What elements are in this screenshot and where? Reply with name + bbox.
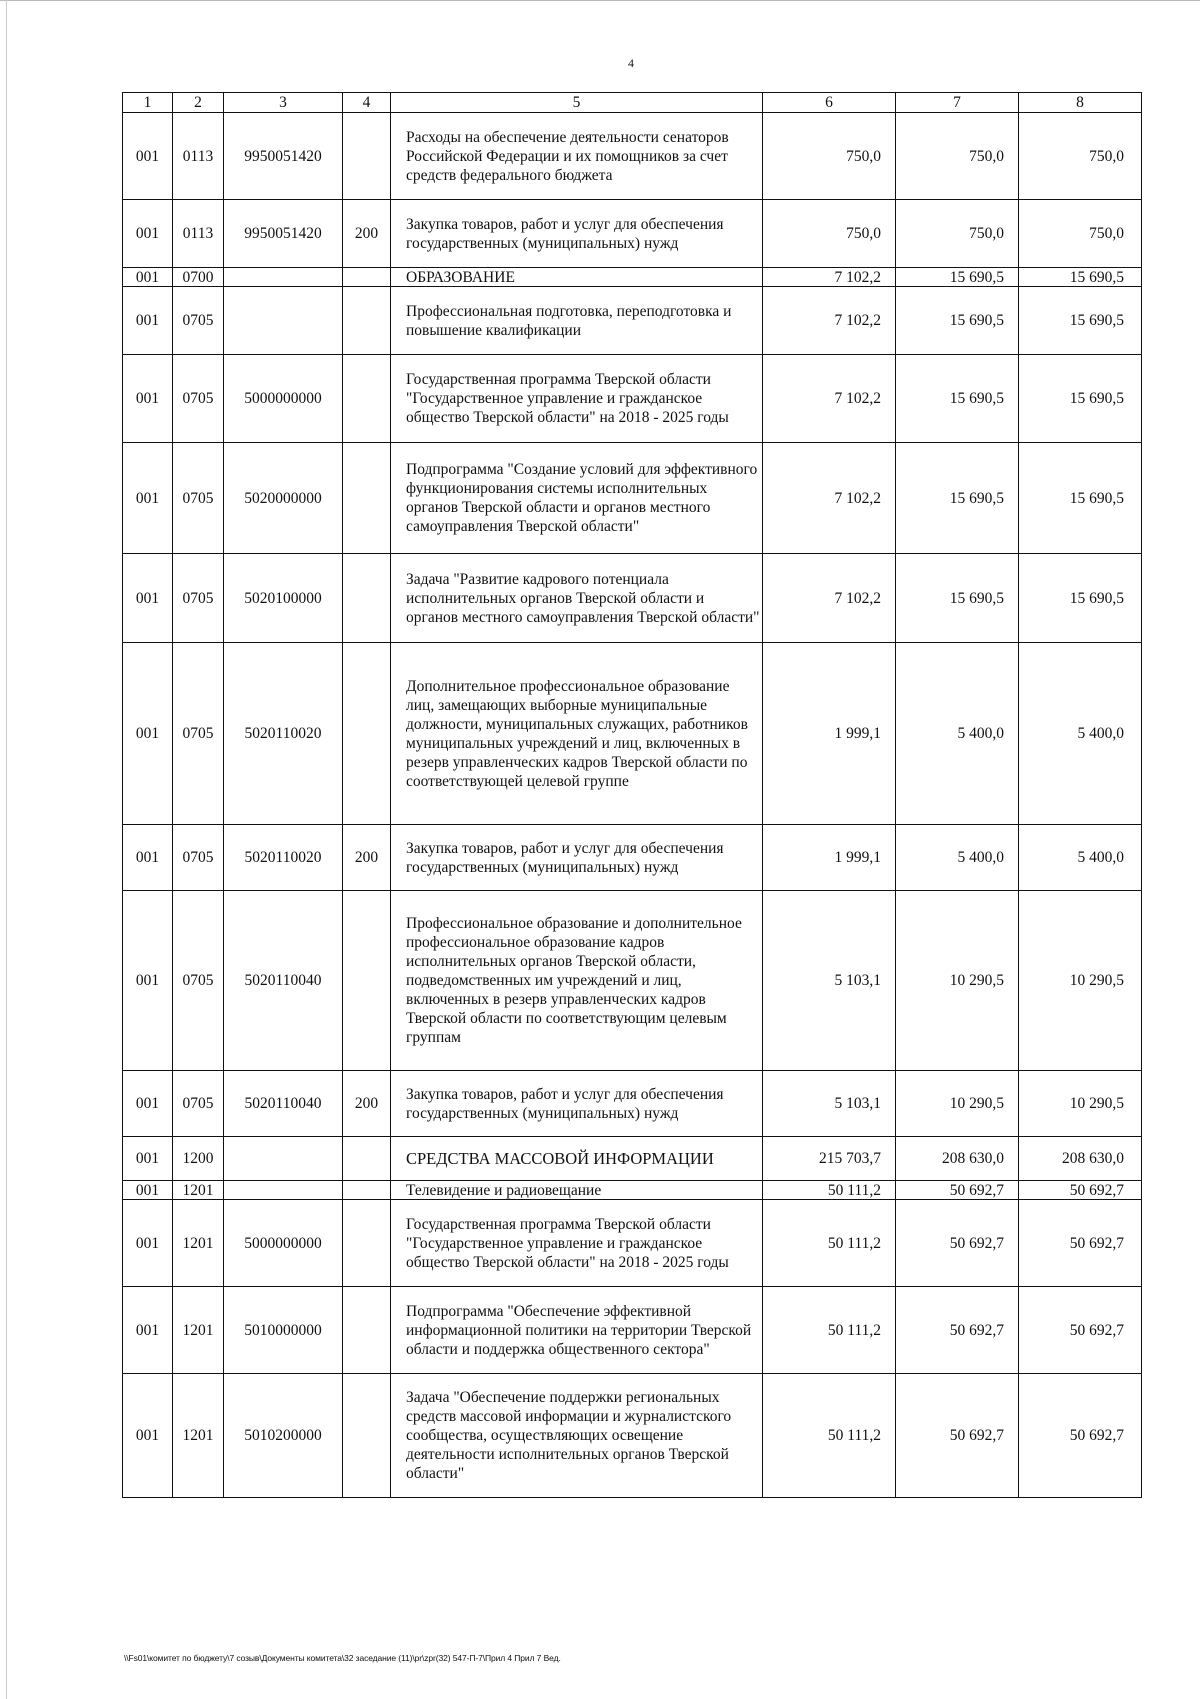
amount-col8-cell: 15 690,5	[1019, 554, 1142, 643]
expense-type-cell	[343, 1374, 391, 1498]
expense-type-cell	[343, 287, 391, 355]
description-cell: Задача "Обеспечение поддержки региональных средств массовой информации и журналистского сообщества, осуществляющих освещение деятельности исполнительных органов Тверской области"	[391, 1374, 763, 1498]
target-code-cell: 5020110020	[224, 643, 343, 825]
header-cell: 1	[123, 93, 173, 113]
expense-type-cell: 200	[343, 200, 391, 268]
amount-col8-cell: 50 692,7	[1019, 1181, 1142, 1200]
section-code-cell: 0705	[173, 554, 224, 643]
amount-col8-cell: 10 290,5	[1019, 1071, 1142, 1137]
table-row	[123, 1137, 1142, 1181]
header-cell: 6	[763, 93, 896, 113]
scan-edge-left	[6, 0, 7, 1699]
target-code-cell: 5020110020	[224, 825, 343, 891]
amount-col8-cell: 15 690,5	[1019, 355, 1142, 443]
amount-col6-cell: 750,0	[763, 113, 896, 200]
expense-type-cell	[343, 643, 391, 825]
admin-code-cell: 001	[123, 1200, 173, 1287]
page-number: 4	[628, 56, 634, 70]
description-cell: ОБРАЗОВАНИЕ	[391, 268, 763, 287]
target-code-cell	[224, 1137, 343, 1181]
admin-code-cell: 001	[123, 200, 173, 268]
amount-col7-cell: 5 400,0	[896, 825, 1019, 891]
section-code-cell: 1200	[173, 1137, 224, 1181]
section-code-cell: 0705	[173, 287, 224, 355]
target-code-cell: 5020110040	[224, 891, 343, 1071]
section-code-cell: 0705	[173, 891, 224, 1071]
admin-code-cell: 001	[123, 1374, 173, 1498]
table-row	[123, 287, 1142, 355]
file-path-footer: \\Fs01\комитет по бюджету\7 созыв\Документы комитета\32 заседание (11)\pr\zpr(32) 547-П-7\Прил 4 Прил 7 Вед.	[124, 1653, 561, 1663]
amount-col6-cell: 215 703,7	[763, 1137, 896, 1181]
amount-col7-cell: 750,0	[896, 200, 1019, 268]
expense-type-cell	[343, 1181, 391, 1200]
expense-type-cell	[343, 268, 391, 287]
amount-col7-cell: 50 692,7	[896, 1200, 1019, 1287]
section-code-cell: 1201	[173, 1200, 224, 1287]
description-cell: Подпрограмма "Обеспечение эффективной информационной политики на территории Тверской области и поддержка общественного сектора"	[391, 1287, 763, 1374]
amount-col7-cell: 50 692,7	[896, 1181, 1019, 1200]
target-code-cell: 5000000000	[224, 355, 343, 443]
target-code-cell: 5010000000	[224, 1287, 343, 1374]
amount-col7-cell: 15 690,5	[896, 268, 1019, 287]
admin-code-cell: 001	[123, 1071, 173, 1137]
amount-col8-cell: 5 400,0	[1019, 643, 1142, 825]
expense-type-cell	[343, 443, 391, 554]
admin-code-cell: 001	[123, 268, 173, 287]
admin-code-cell: 001	[123, 643, 173, 825]
table-row	[123, 113, 1142, 200]
table-row	[123, 825, 1142, 891]
section-code-cell: 1201	[173, 1374, 224, 1498]
amount-col8-cell: 10 290,5	[1019, 891, 1142, 1071]
description-cell: Государственная программа Тверской области "Государственное управление и гражданское общество Тверской области" на 2018 - 2025 годы	[391, 355, 763, 443]
expense-type-cell	[343, 355, 391, 443]
expense-type-cell	[343, 1137, 391, 1181]
description-cell: Закупка товаров, работ и услуг для обеспечения государственных (муниципальных) нужд	[391, 1071, 763, 1137]
amount-col7-cell: 15 690,5	[896, 443, 1019, 554]
table-row	[123, 1071, 1142, 1137]
amount-col8-cell: 750,0	[1019, 200, 1142, 268]
target-code-cell: 5000000000	[224, 1200, 343, 1287]
target-code-cell: 9950051420	[224, 200, 343, 268]
amount-col8-cell: 50 692,7	[1019, 1200, 1142, 1287]
table-row	[123, 1287, 1142, 1374]
section-code-cell: 0113	[173, 113, 224, 200]
amount-col7-cell: 208 630,0	[896, 1137, 1019, 1181]
header-cell: 3	[224, 93, 343, 113]
amount-col8-cell: 15 690,5	[1019, 443, 1142, 554]
amount-col7-cell: 50 692,7	[896, 1374, 1019, 1498]
description-cell: Закупка товаров, работ и услуг для обеспечения государственных (муниципальных) нужд	[391, 200, 763, 268]
table-row	[123, 1181, 1142, 1200]
amount-col8-cell: 5 400,0	[1019, 825, 1142, 891]
section-code-cell: 0113	[173, 200, 224, 268]
amount-col8-cell: 50 692,7	[1019, 1374, 1142, 1498]
admin-code-cell: 001	[123, 355, 173, 443]
section-code-cell: 0705	[173, 825, 224, 891]
table-row	[123, 200, 1142, 268]
section-code-cell: 0700	[173, 268, 224, 287]
section-code-cell: 1201	[173, 1181, 224, 1200]
amount-col7-cell: 15 690,5	[896, 554, 1019, 643]
amount-col6-cell: 1 999,1	[763, 643, 896, 825]
table-row	[123, 443, 1142, 554]
admin-code-cell: 001	[123, 825, 173, 891]
description-cell: Подпрограмма "Создание условий для эффективного функционирования системы исполнительных органов Тверской области и органов местного самоуправления Тверской области"	[391, 443, 763, 554]
expense-type-cell: 200	[343, 1071, 391, 1137]
admin-code-cell: 001	[123, 891, 173, 1071]
section-code-cell: 0705	[173, 643, 224, 825]
table-row	[123, 554, 1142, 643]
table-row	[123, 268, 1142, 287]
description-cell: Профессиональная подготовка, переподготовка и повышение квалификации	[391, 287, 763, 355]
amount-col7-cell: 10 290,5	[896, 891, 1019, 1071]
target-code-cell	[224, 268, 343, 287]
amount-col6-cell: 5 103,1	[763, 1071, 896, 1137]
amount-col6-cell: 50 111,2	[763, 1181, 896, 1200]
amount-col7-cell: 15 690,5	[896, 287, 1019, 355]
table-header-row	[123, 93, 1142, 113]
header-cell: 2	[173, 93, 224, 113]
expense-type-cell	[343, 1200, 391, 1287]
target-code-cell: 9950051420	[224, 113, 343, 200]
target-code-cell	[224, 1181, 343, 1200]
table-row	[123, 355, 1142, 443]
admin-code-cell: 001	[123, 554, 173, 643]
description-cell: Закупка товаров, работ и услуг для обеспечения государственных (муниципальных) нужд	[391, 825, 763, 891]
amount-col7-cell: 5 400,0	[896, 643, 1019, 825]
description-cell: Профессиональное образование и дополнительное профессиональное образование кадров исполнительных органов Тверской области, подведомственных им учреждений и лиц, включенных в резерв управленческих кадров Тверской области по соответствующим целевым группам	[391, 891, 763, 1071]
amount-col7-cell: 15 690,5	[896, 355, 1019, 443]
description-cell: Расходы на обеспечение деятельности сенаторов Российской Федерации и их помощников за счет средств федерального бюджета	[391, 113, 763, 200]
amount-col6-cell: 50 111,2	[763, 1287, 896, 1374]
target-code-cell: 5020100000	[224, 554, 343, 643]
amount-col8-cell: 15 690,5	[1019, 287, 1142, 355]
amount-col6-cell: 7 102,2	[763, 287, 896, 355]
amount-col7-cell: 10 290,5	[896, 1071, 1019, 1137]
section-code-cell: 0705	[173, 1071, 224, 1137]
budget-table	[122, 92, 1142, 1498]
header-cell: 5	[391, 93, 763, 113]
table-row	[123, 1374, 1142, 1498]
table-row	[123, 643, 1142, 825]
header-cell: 7	[896, 93, 1019, 113]
header-cell: 4	[343, 93, 391, 113]
description-cell: Государственная программа Тверской области "Государственное управление и гражданское общество Тверской области" на 2018 - 2025 годы	[391, 1200, 763, 1287]
amount-col6-cell: 7 102,2	[763, 355, 896, 443]
amount-col7-cell: 750,0	[896, 113, 1019, 200]
target-code-cell	[224, 287, 343, 355]
target-code-cell: 5010200000	[224, 1374, 343, 1498]
expense-type-cell: 200	[343, 825, 391, 891]
description-cell: Дополнительное профессиональное образование лиц, замещающих выборные муниципальные должности, муниципальных служащих, работников муниципальных учреждений и лиц, включенных в резерв управленческих кадров Тверской области по соответствующей целевой группе	[391, 643, 763, 825]
amount-col6-cell: 7 102,2	[763, 554, 896, 643]
amount-col6-cell: 50 111,2	[763, 1200, 896, 1287]
admin-code-cell: 001	[123, 113, 173, 200]
table-row	[123, 1200, 1142, 1287]
scan-edge-top	[0, 0, 1200, 1]
section-code-cell: 1201	[173, 1287, 224, 1374]
admin-code-cell: 001	[123, 1137, 173, 1181]
section-code-cell: 0705	[173, 443, 224, 554]
amount-col6-cell: 7 102,2	[763, 443, 896, 554]
amount-col8-cell: 50 692,7	[1019, 1287, 1142, 1374]
table-row	[123, 891, 1142, 1071]
expense-type-cell	[343, 1287, 391, 1374]
target-code-cell: 5020000000	[224, 443, 343, 554]
amount-col6-cell: 5 103,1	[763, 891, 896, 1071]
amount-col8-cell: 750,0	[1019, 113, 1142, 200]
description-cell: Задача "Развитие кадрового потенциала исполнительных органов Тверской области и органов местного самоуправления Тверской области"	[391, 554, 763, 643]
admin-code-cell: 001	[123, 443, 173, 554]
expense-type-cell	[343, 113, 391, 200]
admin-code-cell: 001	[123, 287, 173, 355]
amount-col8-cell: 15 690,5	[1019, 268, 1142, 287]
expense-type-cell	[343, 554, 391, 643]
amount-col6-cell: 750,0	[763, 200, 896, 268]
amount-col6-cell: 1 999,1	[763, 825, 896, 891]
expense-type-cell	[343, 891, 391, 1071]
admin-code-cell: 001	[123, 1287, 173, 1374]
amount-col6-cell: 50 111,2	[763, 1374, 896, 1498]
header-cell: 8	[1019, 93, 1142, 113]
target-code-cell: 5020110040	[224, 1071, 343, 1137]
amount-col7-cell: 50 692,7	[896, 1287, 1019, 1374]
description-cell: СРЕДСТВА МАССОВОЙ ИНФОРМАЦИИ	[391, 1137, 763, 1181]
description-cell: Телевидение и радиовещание	[391, 1181, 763, 1200]
amount-col8-cell: 208 630,0	[1019, 1137, 1142, 1181]
amount-col6-cell: 7 102,2	[763, 268, 896, 287]
admin-code-cell: 001	[123, 1181, 173, 1200]
section-code-cell: 0705	[173, 355, 224, 443]
